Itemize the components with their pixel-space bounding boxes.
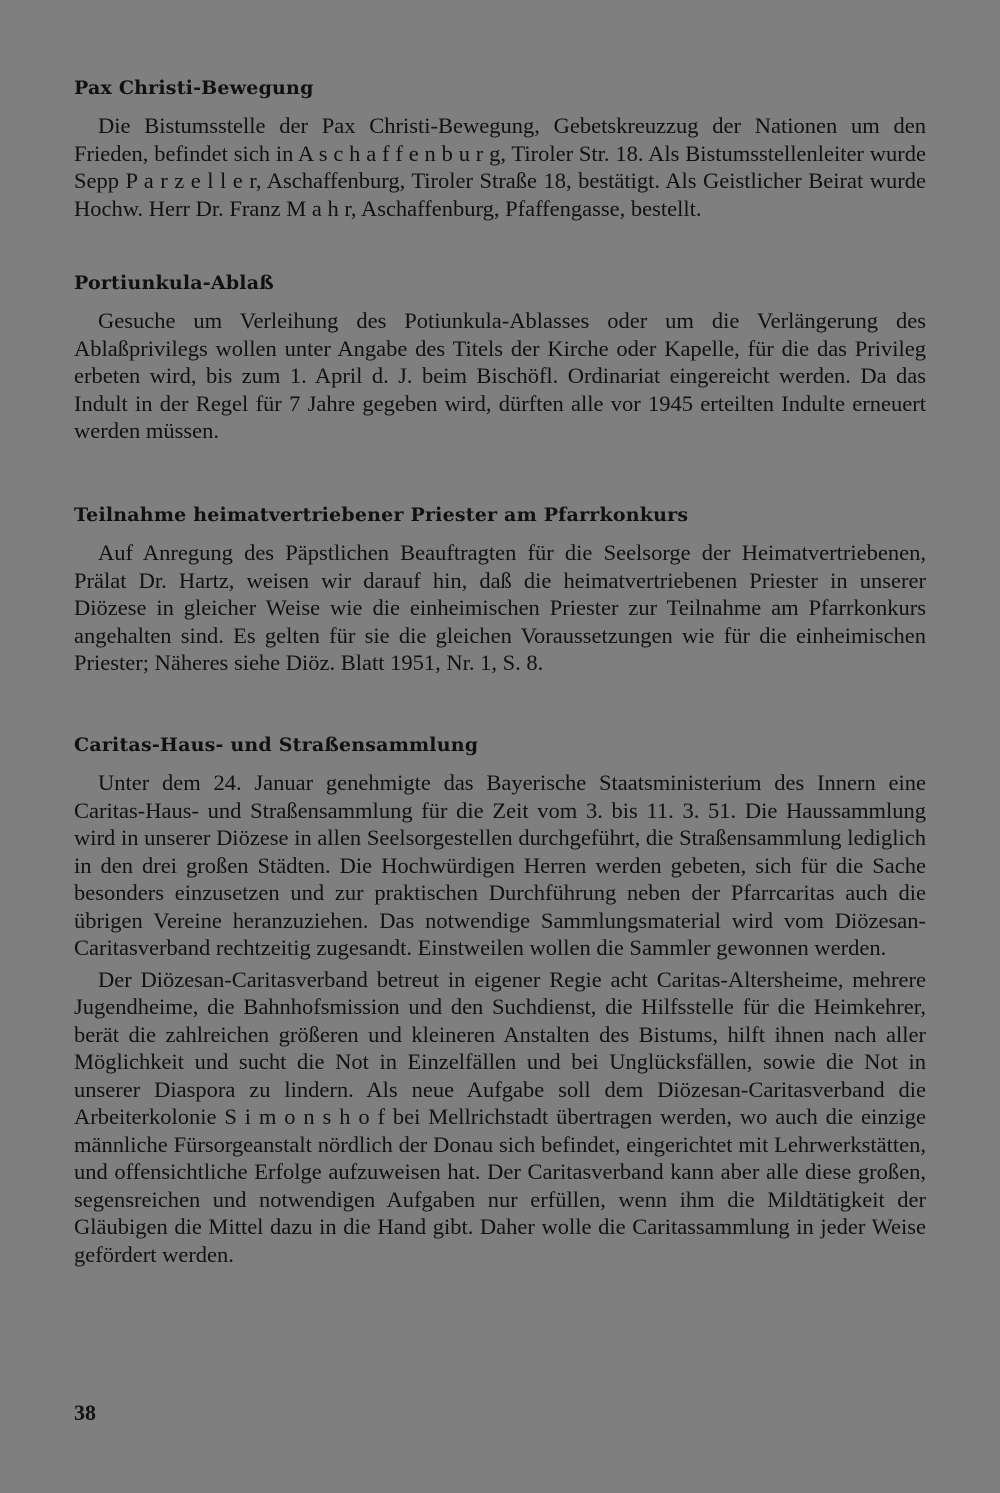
section-heading: Pax Christi-Bewegung — [74, 77, 314, 99]
section-paragraph: Die Bistumsstelle der Pax Christi-Bewegung, Gebetskreuzzug der Nationen um den Frieden, befindet sich in A s c h a f f e n b u r g, Tiroler Str. 18. Als Bistumsstellenleiter wurde Sepp P a r z e l l e r, Aschaffenburg, Tiroler Straße 18, bestätigt. Als Geistlicher Beirat wurde Hochw. Herr Dr. Franz M a h r, Aschaffenburg, Pfaffengasse, bestellt. — [74, 113, 926, 221]
section-paragraph: Unter dem 24. Januar genehmigte das Bayerische Staatsministerium des Innern eine Caritas-Haus- und Straßensammlung für die Zeit vom 3. bis 11. 3. 51. Die Haussammlung wird in unserer Diözese in allen Seelsorgestellen durchgeführt, die Straßensammlung lediglich in den drei großen Städten. Die Hochwürdigen Herren werden gebeten, sich für die Sache besonders einzusetzen und zur praktischen Durchführung neben der Pfarrcaritas auch die übrigen Vereine heranzuziehen. Das notwendige Sammlungsmaterial wird vom Diözesan-Caritasverband rechtzeitig zugesandt. Einstweilen wollen die Sammler gewonnen werden. — [74, 770, 926, 960]
section-heading: Caritas-Haus- und Straßensammlung — [74, 734, 479, 756]
section-heading: Teilnahme heimatvertriebener Priester am Pfarrkonkurs — [74, 504, 689, 526]
section-caritas-sammlung — [74, 732, 926, 1268]
page-number: 38 — [74, 1400, 96, 1425]
section-portiunkula-ablass — [74, 270, 926, 445]
section-pax-christi — [74, 75, 926, 222]
section-paragraph: Der Diözesan-Caritasverband betreut in eigener Regie acht Caritas-Altersheime, mehrere Jugendheime, die Bahnhofsmission und den Suchdienst, die Hilfsstelle für die Heimkehrer, berät die zahlreichen größeren und kleineren Anstalten des Bistums, hilft ihnen nach aller Möglichkeit und sucht die Not in Einzelfällen und bei Unglücksfällen, sowie die Not in unserer Diaspora zu lindern. Als neue Aufgabe soll dem Diözesan-Caritasverband die Arbeiterkolonie S i m o n s h o f bei Mellrichstadt übertragen werden, wo auch die einzige männliche Fürsorgeanstalt nördlich der Donau sich befindet, eingerichtet mit Lehrwerkstätten, und offensichtliche Erfolge aufzuweisen hat. Der Caritasverband kann aber alle diese großen, segensreichen und notwendigen Aufgaben nur erfüllen, wenn ihm die Mildtätigkeit der Gläubigen die Mittel dazu in die Hand gibt. Daher wolle die Caritassammlung in jeder Weise gefördert werden. — [74, 966, 926, 1267]
section-heading: Portiunkula-Ablaß — [74, 272, 274, 294]
section-teilnahme-priester — [74, 502, 926, 677]
section-paragraph: Auf Anregung des Päpstlichen Beauftragten für die Seelsorge der Heimatvertriebenen, Prälat Dr. Hartz, weisen wir darauf hin, daß die heimatvertriebenen Priester in unserer Diözese in gleicher Weise wie die einheimischen Priester zur Teilnahme am Pfarrkonkurs angehalten sind. Es gelten für sie die gleichen Voraussetzungen wie für die einheimischen Priester; Näheres siehe Diöz. Blatt 1951, Nr. 1, S. 8. — [74, 540, 926, 675]
section-paragraph: Gesuche um Verleihung des Potiunkula-Ablasses oder um die Verlängerung des Ablaßprivilegs wollen unter Angabe des Titels der Kirche oder Kapelle, für die das Privileg erbeten wird, bis zum 1. April d. J. beim Bischöfl. Ordinariat eingereicht werden. Da das Indult in der Regel für 7 Jahre gegeben wird, dürften alle vor 1945 erteilten Indulte erneuert werden müssen. — [74, 308, 926, 443]
